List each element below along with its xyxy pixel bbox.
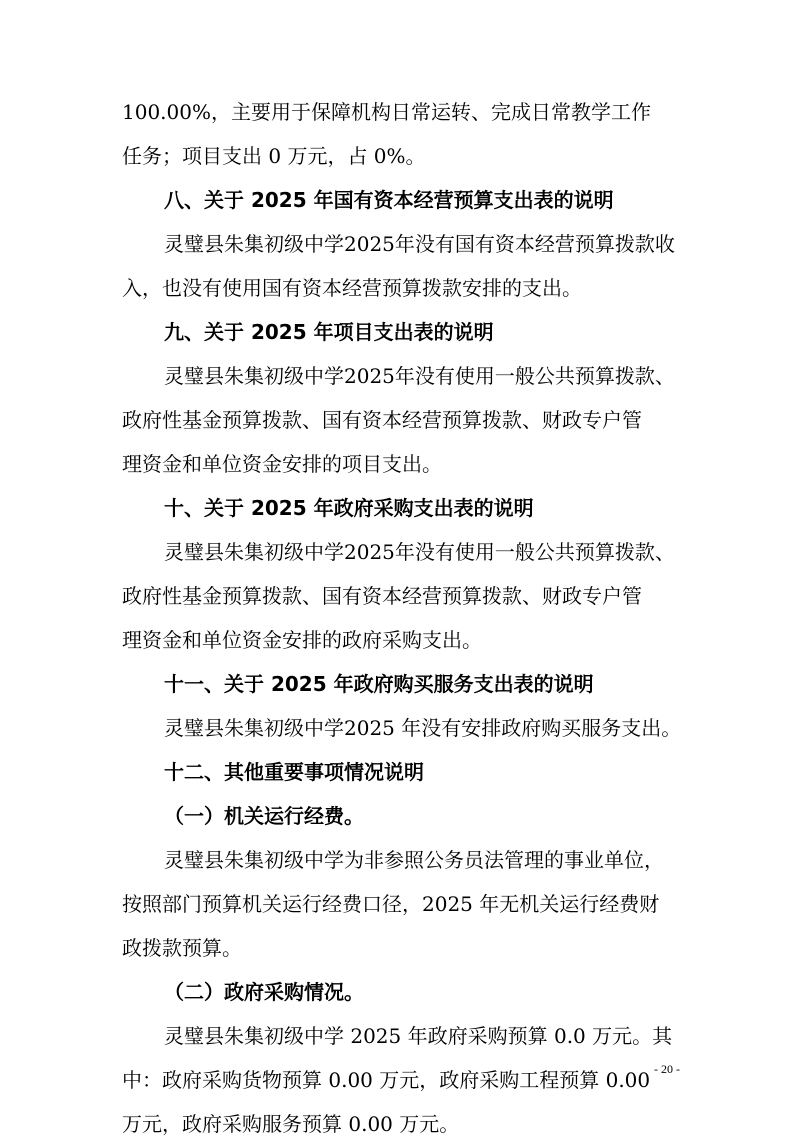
paragraph-line: 政拨款预算。	[122, 936, 242, 960]
paragraph-line: 灵璧县朱集初级中学 2025 年政府采购预算 0.0 万元。其	[164, 1024, 673, 1048]
paragraph-line: 灵璧县朱集初级中学2025年没有使用一般公共预算拨款、	[164, 364, 675, 388]
document-body	[122, 90, 682, 1146]
paragraph-line: 政府性基金预算拨款、国有资本经营预算拨款、财政专户管	[122, 584, 642, 608]
paragraph-line: 灵璧县朱集初级中学2025年没有国有资本经营预算拨款收	[164, 232, 675, 256]
section-heading: 十二、其他重要事项情况说明	[164, 760, 424, 784]
section-heading: 十、关于 2025 年政府采购支出表的说明	[164, 496, 534, 520]
paragraph-line: 中：政府采购货物预算 0.00 万元，政府采购工程预算 0.00	[122, 1068, 651, 1092]
section-heading: 九、关于 2025 年项目支出表的说明	[164, 320, 494, 344]
paragraph-line: 灵璧县朱集初级中学2025 年没有安排政府购买服务支出。	[164, 716, 682, 740]
paragraph-line: 按照部门预算机关运行经费口径，2025 年无机关运行经费财	[122, 892, 660, 916]
section-heading: 八、关于 2025 年国有资本经营预算支出表的说明	[164, 188, 614, 212]
paragraph-line: 政府性基金预算拨款、国有资本经营预算拨款、财政专户管	[122, 408, 642, 432]
paragraph-line: 理资金和单位资金安排的政府采购支出。	[122, 628, 482, 652]
page-number: - 20 -	[654, 1062, 680, 1076]
subsection-heading: （一）机关运行经费。	[164, 804, 364, 828]
paragraph-line: 理资金和单位资金安排的项目支出。	[122, 452, 442, 476]
paragraph-line: 入，也没有使用国有资本经营预算拨款安排的支出。	[122, 276, 582, 300]
section-heading: 十一、关于 2025 年政府购买服务支出表的说明	[164, 672, 594, 696]
paragraph-line: 100.00%，主要用于保障机构日常运转、完成日常教学工作	[122, 100, 651, 124]
paragraph-line: 灵璧县朱集初级中学2025年没有使用一般公共预算拨款、	[164, 540, 675, 564]
paragraph-line: 任务；项目支出 0 万元，占 0%。	[122, 144, 426, 168]
subsection-heading: （二）政府采购情况。	[164, 980, 364, 1004]
paragraph-line: 万元，政府采购服务预算 0.00 万元。	[122, 1112, 460, 1136]
paragraph-line: 灵璧县朱集初级中学为非参照公务员法管理的事业单位，	[164, 848, 664, 872]
